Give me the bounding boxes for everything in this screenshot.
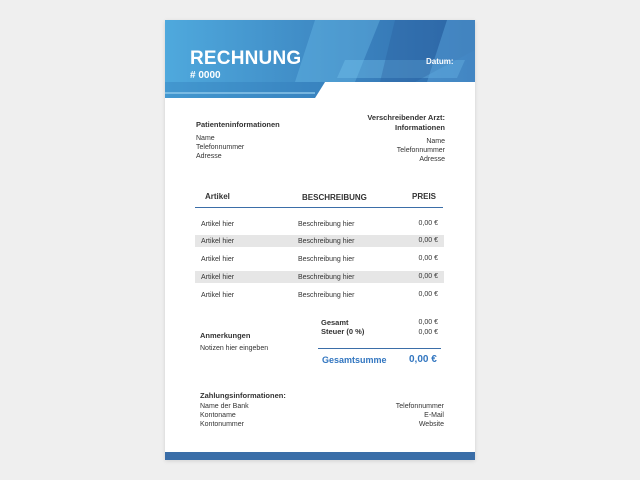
tax-value: 0,00 € [418,329,438,336]
doctor-name: Name [426,138,445,145]
patient-heading: Patienteninformationen [196,120,280,129]
footer-bar [165,452,475,460]
invoice-page [165,20,475,460]
row-item: Artikel hier [201,256,235,263]
row-description: Beschreibung hier [298,221,355,228]
patient-name: Name [196,135,215,142]
doctor-heading-2: Informationen [395,123,445,132]
row-price: 0,00 € [418,291,438,298]
notes-text: Notizen hier eingeben [200,345,269,352]
row-description: Beschreibung hier [298,292,355,299]
row-price: 0,00 € [418,255,438,262]
invoice-number: # 0000 [190,70,221,81]
table-header-divider [195,207,443,208]
col-header-price: PREIS [412,192,437,201]
date-label: Datum: [426,57,454,66]
payment-email: E-Mail [424,412,444,419]
invoice-title: RECHNUNG [190,48,302,69]
totals-divider [318,348,441,349]
row-description: Beschreibung hier [298,238,355,245]
row-item: Artikel hier [201,221,235,228]
row-description: Beschreibung hier [298,274,355,281]
payment-phone: Telefonnummer [395,403,444,410]
patient-address: Adresse [196,153,222,160]
payment-account-number: Kontonummer [200,421,244,428]
row-item: Artikel hier [201,292,235,299]
row-price: 0,00 € [418,273,438,280]
payment-website: Website [418,421,444,428]
notes-heading: Anmerkungen [200,331,251,340]
patient-phone: Telefonnummer [196,144,245,151]
row-item: Artikel hier [201,238,235,245]
grand-total-value: 0,00 € [409,354,437,365]
doctor-phone: Telefonnummer [396,147,445,154]
row-item: Artikel hier [201,274,235,281]
row-price: 0,00 € [418,237,438,244]
payment-heading: Zahlungsinformationen: [200,391,286,400]
row-price: 0,00 € [418,220,438,227]
tax-label: Steuer (0 %) [321,327,365,336]
doctor-address: Adresse [419,156,445,163]
col-header-description: BESCHREIBUNG [302,193,367,202]
payment-account-name: Kontoname [200,412,236,419]
grand-total-label: Gesamtsumme [322,355,387,365]
header-banner [165,20,475,98]
payment-bank: Name der Bank [200,403,249,410]
col-header-article: Artikel [205,192,230,201]
gesamt-label: Gesamt [321,318,349,327]
gesamt-value: 0,00 € [418,319,438,326]
row-description: Beschreibung hier [298,256,355,263]
doctor-heading-1: Verschreibender Arzt: [367,113,445,122]
